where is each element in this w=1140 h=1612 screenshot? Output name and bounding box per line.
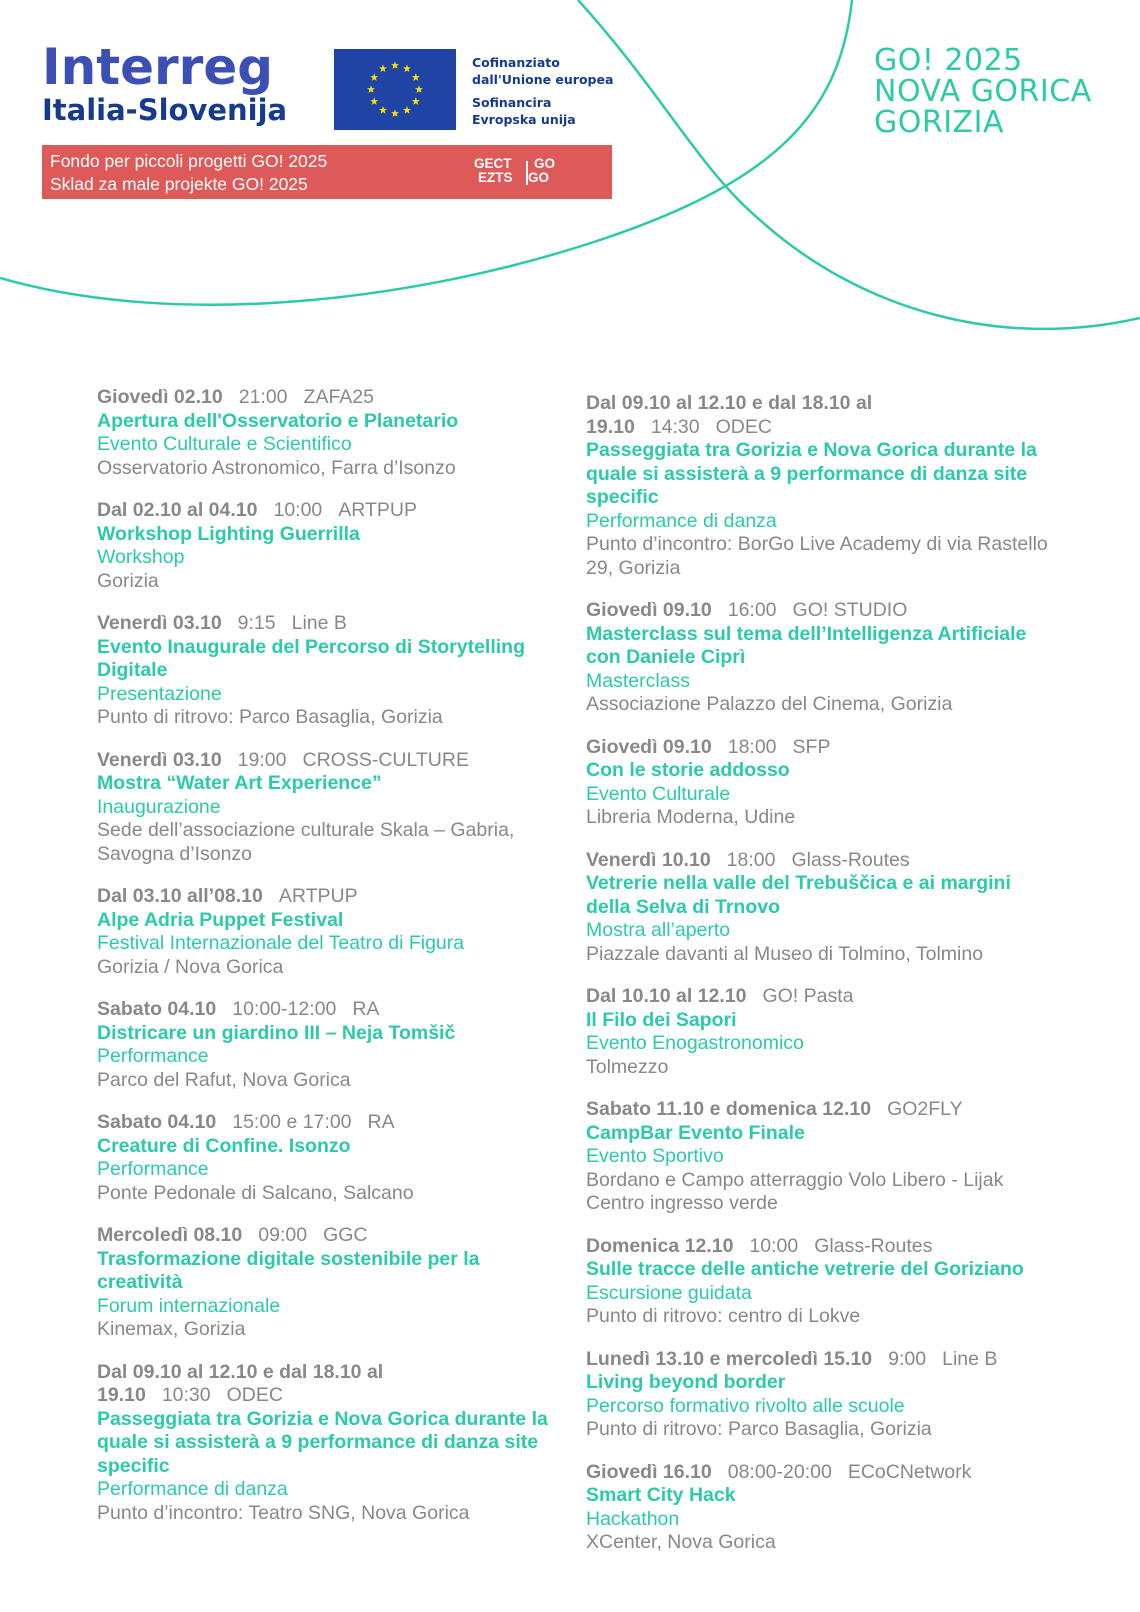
- go-logo-line: GO! 2025: [874, 43, 1023, 78]
- event-meta: [97, 998, 557, 1022]
- event-type: Mostra all’aperto: [586, 919, 731, 941]
- fund-line-italian: Fondo per piccoli progetti GO! 2025: [50, 151, 328, 171]
- event-meta: [97, 499, 557, 523]
- event-item: [97, 386, 557, 480]
- event-type: Performance: [97, 1045, 209, 1067]
- event-meta: [586, 1348, 1056, 1372]
- event-item: [586, 1461, 1056, 1555]
- event-organizer: GO! STUDIO: [792, 599, 908, 621]
- event-organizer: Glass-Routes: [814, 1234, 933, 1257]
- event-item: [97, 1224, 557, 1342]
- event-item: [97, 612, 557, 730]
- event-date: Venerdì 10.10: [586, 848, 711, 871]
- event-date: Dal 09.10 al 12.10 e dal 18.10 al 19.10: [97, 1360, 384, 1406]
- event-date: Venerdì 03.10: [97, 748, 222, 771]
- event-item: [586, 599, 1056, 717]
- event-time: 18:00: [726, 848, 776, 871]
- small-projects-fund-banner: [42, 145, 612, 199]
- event-title: Smart City Hack: [586, 1484, 736, 1506]
- event-organizer: ARTPUP: [278, 885, 358, 907]
- event-place: Punto di ritrovo: Parco Basaglia, Gorizia: [97, 706, 443, 728]
- event-place: Ponte Pedonale di Salcano, Salcano: [97, 1181, 414, 1204]
- event-meta: [97, 1361, 557, 1408]
- event-title: CampBar Evento Finale: [586, 1121, 805, 1144]
- event-place: Sede dell’associazione culturale Skala – Gabria, Savogna d’Isonzo: [97, 819, 515, 865]
- event-type: Festival Internazionale del Teatro di Figura: [97, 932, 465, 954]
- event-title: Masterclass sul tema dell’Intelligenza Artificiale con Daniele Ciprì: [586, 622, 1027, 668]
- event-meta: [586, 1235, 1056, 1259]
- event-meta: [586, 985, 1056, 1009]
- event-place: Punto di ritrovo: Parco Basaglia, Gorizia: [586, 1418, 932, 1440]
- event-meta: [97, 1224, 557, 1248]
- gect-word: GECT: [474, 156, 512, 171]
- event-meta: [97, 386, 557, 410]
- event-title: Il Filo dei Sapori: [586, 1008, 737, 1031]
- go-logo-line: NOVA GORICA: [874, 74, 1092, 109]
- eu-text-line: Evropska unija: [472, 112, 576, 127]
- event-type: Performance di danza: [97, 1478, 288, 1500]
- event-date: Sabato 04.10: [97, 1111, 217, 1133]
- event-title: Trasformazione digitale sostenibile per la creatività: [97, 1247, 480, 1293]
- event-type: Escursione guidata: [586, 1281, 752, 1304]
- event-date: Dal 09.10 al 12.10 e dal 18.10 al 19.10: [586, 392, 873, 438]
- event-item: [97, 1361, 557, 1526]
- event-type: Performance di danza: [586, 509, 777, 532]
- events-column-right: [586, 392, 1056, 1574]
- event-type: Presentazione: [97, 682, 222, 705]
- event-date: Giovedì 09.10: [586, 735, 712, 758]
- event-time: 9:00: [888, 1347, 927, 1370]
- event-time: 18:00: [727, 735, 777, 758]
- event-item: [97, 749, 557, 867]
- eu-text-line: Cofinanziato: [472, 55, 560, 70]
- event-place: Punto d’incontro: BorGo Live Academy di via Rastello 29, Gorizia: [586, 533, 1048, 579]
- event-date: Lunedì 13.10 e mercoledì 15.10: [586, 1347, 873, 1370]
- event-meta: [97, 612, 557, 636]
- event-type: Inaugurazione: [97, 795, 221, 818]
- interreg-wordmark: Interreg: [42, 38, 274, 96]
- event-title: Vetrerie nella valle del Trebuščica e ai margini della Selva di Trnovo: [586, 872, 1011, 918]
- event-type: Workshop: [97, 546, 185, 568]
- interreg-logo: [42, 40, 287, 126]
- event-date: Sabato 04.10: [97, 998, 217, 1020]
- event-place: Bordano e Campo atterraggio Volo Libero - Lijak Centro ingresso verde: [586, 1168, 1004, 1214]
- ezts-word: EZTS: [478, 170, 513, 185]
- event-time: 16:00: [727, 599, 777, 621]
- event-item: [586, 985, 1056, 1079]
- event-organizer: Line B: [291, 612, 347, 634]
- interreg-region: Italia-Slovenija: [42, 93, 288, 127]
- event-place: Gorizia / Nova Gorica: [97, 955, 284, 978]
- event-place: Piazzale davanti al Museo di Tolmino, Tolmino: [586, 942, 984, 965]
- event-place: Osservatorio Astronomico, Farra d’Isonzo: [97, 456, 456, 479]
- event-meta: [586, 849, 1056, 873]
- event-organizer: ODEC: [715, 415, 772, 438]
- event-organizer: CROSS-CULTURE: [302, 748, 469, 771]
- event-date: Dal 03.10 all’08.10: [97, 885, 263, 907]
- event-title: Alpe Adria Puppet Festival: [97, 908, 344, 931]
- event-time: 21:00: [238, 386, 288, 408]
- event-meta: [586, 736, 1056, 760]
- event-meta: [97, 749, 557, 773]
- gect-go-logo: [472, 157, 562, 189]
- event-date: Dal 02.10 al 04.10: [97, 499, 258, 521]
- event-date: Domenica 12.10: [586, 1234, 734, 1257]
- eu-text-line: dall'Unione europea: [472, 72, 614, 87]
- event-organizer: GO2FLY: [887, 1098, 963, 1120]
- event-type: Masterclass: [586, 669, 691, 692]
- event-type: Evento Enogastronomico: [586, 1032, 804, 1054]
- event-title: Passeggiata tra Gorizia e Nova Gorica durante la quale si assisterà a 9 performance di danza site specific: [586, 439, 1037, 508]
- fund-line-slovenian: Sklad za male projekte GO! 2025: [50, 174, 308, 194]
- event-meta: [586, 1098, 1056, 1122]
- event-place: Punto di ritrovo: centro di Lokve: [586, 1305, 861, 1327]
- event-item: [97, 885, 557, 979]
- event-item: [97, 1111, 557, 1205]
- event-time: 15:00 e 17:00: [232, 1111, 352, 1133]
- event-item: [586, 1235, 1056, 1329]
- event-type: Performance: [97, 1158, 209, 1180]
- event-time: 08:00-20:00: [727, 1460, 832, 1483]
- event-type: Hackathon: [586, 1507, 680, 1530]
- event-item: [586, 736, 1056, 830]
- event-organizer: ECoCNetwork: [847, 1460, 972, 1483]
- event-item: [97, 998, 557, 1092]
- event-organizer: Glass-Routes: [791, 848, 910, 871]
- event-organizer: RA: [367, 1111, 395, 1133]
- event-time: 10:00: [749, 1234, 799, 1257]
- event-place: Libreria Moderna, Udine: [586, 806, 796, 828]
- event-organizer: GO! Pasta: [762, 985, 854, 1007]
- event-place: Kinemax, Gorizia: [97, 1318, 246, 1340]
- event-meta: [586, 1461, 1056, 1485]
- event-date: Mercoledì 08.10: [97, 1224, 243, 1246]
- go2025-logo: [874, 45, 1092, 138]
- event-type: Forum internazionale: [97, 1294, 281, 1317]
- event-date: Giovedì 09.10: [586, 599, 712, 621]
- event-date: Giovedì 16.10: [586, 1460, 712, 1483]
- event-title: Con le storie addosso: [586, 759, 790, 781]
- event-organizer: Line B: [942, 1347, 998, 1370]
- event-organizer: ODEC: [226, 1384, 283, 1406]
- event-time: 10:30: [161, 1384, 211, 1406]
- event-title: Sulle tracce delle antiche vetrerie del Goriziano: [586, 1258, 1024, 1280]
- go-word: GO: [534, 156, 556, 171]
- event-date: Venerdì 03.10: [97, 612, 222, 634]
- event-meta: [586, 392, 1056, 439]
- event-title: Districare un giardino III – Neja Tomšič: [97, 1021, 456, 1044]
- event-date: Sabato 11.10 e domenica 12.10: [586, 1098, 872, 1120]
- event-item: [586, 392, 1056, 580]
- event-organizer: ZAFA25: [303, 386, 374, 408]
- eu-text-line: Sofinancira: [472, 95, 552, 110]
- event-title: Apertura dell'Osservatorio e Planetario: [97, 409, 459, 432]
- event-organizer: RA: [352, 998, 380, 1020]
- events-column-left: [97, 386, 557, 1544]
- event-time: 09:00: [258, 1224, 308, 1246]
- event-title: Mostra “Water Art Experience”: [97, 772, 382, 794]
- event-time: 19:00: [237, 748, 287, 771]
- event-place: Gorizia: [97, 569, 159, 592]
- event-place: Punto d’incontro: Teatro SNG, Nova Gorica: [97, 1501, 470, 1524]
- event-place: XCenter, Nova Gorica: [586, 1531, 776, 1553]
- event-meta: [586, 599, 1056, 623]
- event-organizer: ARTPUP: [338, 499, 418, 521]
- event-place: Tolmezzo: [586, 1055, 669, 1078]
- event-date: Giovedì 02.10: [97, 386, 223, 408]
- event-title: Passeggiata tra Gorizia e Nova Gorica durante la quale si assisterà a 9 performance di danza site specific: [97, 1407, 548, 1477]
- event-place: Associazione Palazzo del Cinema, Gorizia: [586, 693, 953, 715]
- event-type: Percorso formativo rivolto alle scuole: [586, 1394, 905, 1417]
- event-item: [586, 1348, 1056, 1442]
- go-logo-line: GORIZIA: [874, 105, 1004, 140]
- event-item: [586, 849, 1056, 967]
- event-place: Parco del Rafut, Nova Gorica: [97, 1068, 351, 1091]
- event-type: Evento Culturale e Scientifico: [97, 433, 352, 455]
- event-title: Creature di Confine. Isonzo: [97, 1134, 351, 1157]
- event-item: [586, 1098, 1056, 1216]
- event-meta: [97, 885, 557, 909]
- go-word: GO: [528, 170, 550, 185]
- eu-flag-icon: [334, 49, 456, 130]
- eu-cofunding-text: [472, 54, 613, 128]
- event-title: Workshop Lighting Guerrilla: [97, 522, 360, 545]
- event-type: Evento Culturale: [586, 782, 731, 805]
- event-time: 14:30: [650, 415, 700, 438]
- event-item: [97, 499, 557, 593]
- event-date: Dal 10.10 al 12.10: [586, 985, 747, 1007]
- event-organizer: GGC: [323, 1224, 368, 1246]
- event-time: 10:00: [273, 499, 323, 521]
- event-title: Living beyond border: [586, 1371, 786, 1393]
- event-meta: [97, 1111, 557, 1135]
- event-title: Evento Inaugurale del Percorso di Storytelling Digitale: [97, 635, 526, 681]
- event-organizer: SFP: [792, 735, 831, 758]
- event-time: 9:15: [237, 612, 276, 634]
- event-time: 10:00-12:00: [232, 998, 337, 1020]
- event-type: Evento Sportivo: [586, 1145, 724, 1167]
